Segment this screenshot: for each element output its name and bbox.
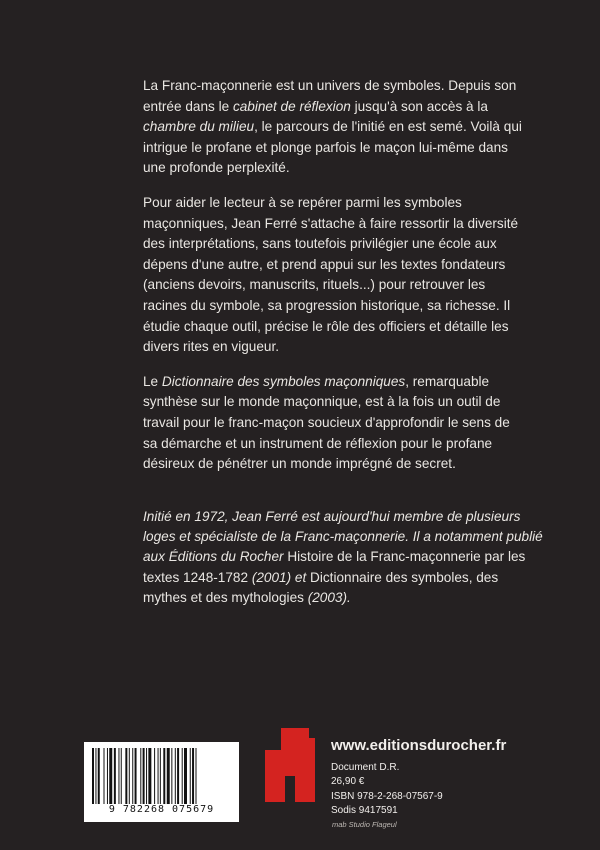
italic-segment: chambre du milieu	[143, 119, 255, 135]
barcode-bar	[184, 748, 187, 804]
barcode-bar	[92, 748, 94, 804]
text-segment: Pour aider le lecteur à se repérer parmi les symboles maçonniques, Jean Ferré s'attache à faire ressortir la diversité des interprétations, sans toutefois privilégier une école aux dépens d'une autre, et prend appui sur les textes fondateurs (anciens devoirs, manuscrits, rituels...) pour retrouver les racines du symbole, sa progression historique, sa richesse. Il étudie chaque outil, précise le rôle des officiers et détaille les divers rites en vigueur.	[143, 194, 519, 355]
barcode-bar	[196, 748, 197, 804]
barcode-bar	[107, 748, 108, 804]
italic-segment: Dictionnaire des symboles maçonniques	[161, 373, 406, 389]
barcode-bar	[135, 748, 137, 804]
barcode-bar	[132, 748, 133, 804]
barcode-bar	[154, 748, 155, 804]
barcode	[84, 742, 239, 822]
text-segment: Histoire de la Franc-maçonnerie par les textes 1248-1782	[143, 549, 526, 585]
italic-segment: Initié en 1972, Jean Ferré est aujourd'hui membre de plusieurs loges et spécialiste de la Franc-maçonnerie. Il a notamment publié aux Éditions du Rocher	[143, 508, 543, 565]
barcode-bar	[109, 748, 112, 804]
barcode-bar	[171, 748, 172, 804]
barcode-bar	[95, 748, 96, 804]
barcode-bar	[160, 748, 161, 804]
barcode-bar	[177, 748, 179, 804]
text-segment: , le parcours de l'initié en est semé. Voilà qui intrigue le profane et plonge parfois le maçon lui-même dans une profonde perplexité.	[143, 119, 522, 176]
meta-line: ISBN 978-2-268-07567-9	[331, 790, 443, 802]
barcode-bar	[114, 748, 116, 804]
book-meta	[331, 761, 443, 819]
barcode-bar	[158, 748, 159, 804]
text-segment: Dictionnaire des symboles, des mythes et des mythologies	[143, 569, 499, 606]
paragraph	[143, 372, 523, 475]
italic-segment: cabinet de réflexion	[232, 98, 351, 114]
barcode-bar	[175, 748, 176, 804]
barcode-bar	[182, 748, 183, 804]
barcode-bars	[92, 748, 231, 804]
barcode-bar	[192, 748, 194, 804]
publisher-website: www.editionsdurocher.fr	[331, 737, 507, 754]
text-segment: , remarquable synthèse sur le monde maçonnique, est à la fois un outil de travail pour le franc-maçon soucieux d'approfondir le sens de sa démarche et un instrument de réflexion pour le profane désireux de pénétrer un monde imprégné de secret.	[143, 373, 510, 472]
barcode-bar	[104, 748, 105, 804]
meta-line: Sodis 9417591	[331, 805, 398, 817]
barcode-bar	[125, 748, 127, 804]
barcode-bar	[146, 748, 147, 804]
logo-shape	[265, 728, 315, 802]
barcode-bar	[163, 748, 165, 804]
barcode-bar	[140, 748, 141, 804]
meta-line: 26,90 €	[331, 776, 365, 788]
barcode-bar	[148, 748, 151, 804]
paragraph	[143, 76, 523, 179]
text-segment: jusqu'à son accès à la	[350, 98, 488, 114]
paragraph	[143, 193, 523, 358]
barcode-bar	[98, 748, 100, 804]
barcode-bar	[129, 748, 130, 804]
author-bio	[143, 507, 543, 609]
studio-credit: mab Studio Flageul	[332, 820, 397, 829]
barcode-bar	[143, 748, 145, 804]
italic-segment: (2003).	[307, 590, 351, 606]
meta-line: Document D.R.	[331, 762, 400, 773]
italic-segment: (2001) et	[251, 569, 311, 585]
text-segment: La Franc-maçonnerie est un univers de symboles. Depuis son entrée dans le	[143, 78, 517, 114]
barcode-bar	[121, 748, 122, 804]
description-text	[143, 76, 523, 489]
text-segment: Le	[143, 373, 162, 389]
barcode-bar	[167, 748, 170, 804]
publisher-logo	[259, 720, 325, 804]
barcode-bar	[190, 748, 191, 804]
barcode-bar	[118, 748, 119, 804]
barcode-number: 9 782268 075679	[108, 804, 215, 815]
